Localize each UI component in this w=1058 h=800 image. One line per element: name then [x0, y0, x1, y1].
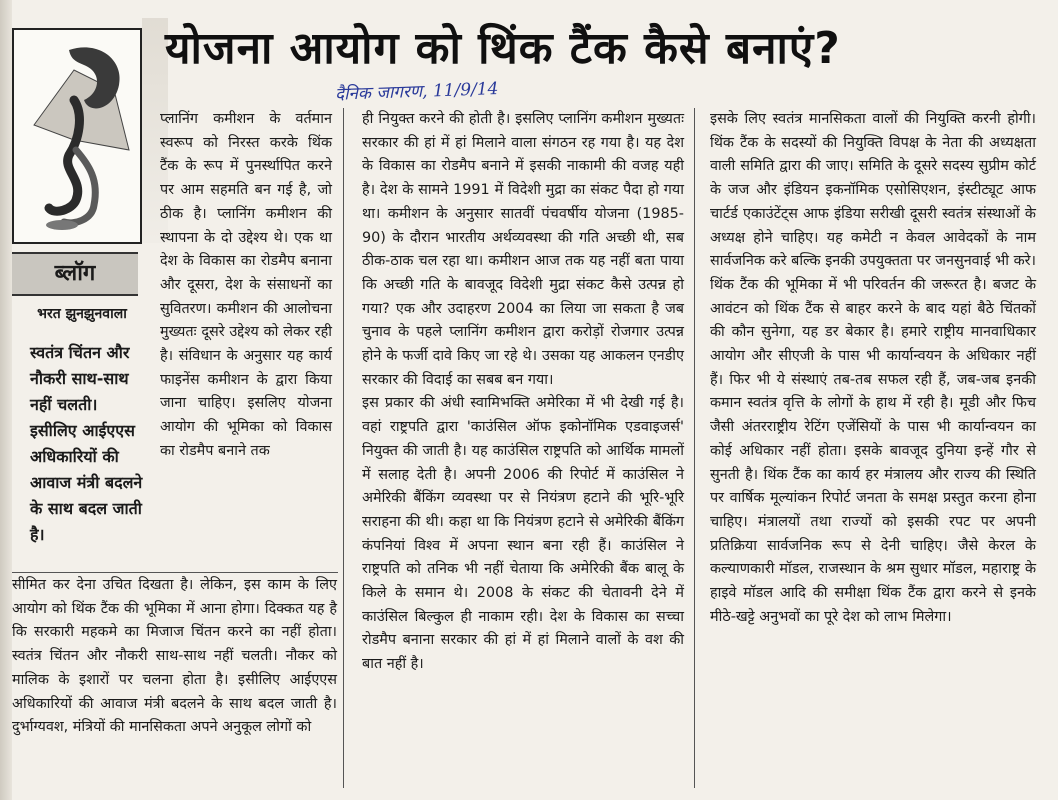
paragraph: इस प्रकार की अंधी स्वामिभक्ति अमेरिका में भी देखी गई है। वहां राष्ट्रपति द्वारा 'काउंसिल ऑफ इकोनॉमिक एडवाइजर्स' नियुक्त की जाती है। यह काउंसिल राष्ट्रपति को आर्थिक मामलों में सलाह देती है। अपनी 2006 की रिपोर्ट में काउंसिल ने अमेरिकी बैंकिंग व्यवस्था पर से नियंत्रण हटाने की भूरि-भूरि सराहना की थी। कहा था कि नियंत्रण हटाने से अमेरिकी बैंकिंग कंपनियां विश्व में अपना स्थान बना रही हैं। काउंसिल ने राष्ट्रपति को तनिक भी नहीं चेताया कि अमेरिकी बैंक बालू के किले के समान थे। 2008 के संकट की चेतावनी देने में काउंसिल बिल्कुल ही नाकाम रही। देश के विकास का सच्चा रोडमैप बनाना सरकार की हां में हां मिलाने वालों के वश की बात नहीं है।: [362, 395, 684, 673]
section-tag: ब्लॉग: [12, 252, 138, 296]
paragraph: इसके लिए स्वतंत्र मानसिकता वालों की नियुक्ति करनी होगी। थिंक टैंक के सदस्यों की नियुक्ति विपक्ष के नेता की अध्यक्षता वाली समिति द्वारा की जाए। समिति के दूसरे सदस्य सुप्रीम कोर्ट के जज और इंडियन इकनॉमिक एसोसिएशन, इंस्टीट्यूट आफ चार्टर्ड एकाउंटेंट्स आफ इंडिया सरीखी दूसरी स्वतंत्र संस्थाओं के अध्यक्ष होने चाहिए। यह कमेटी न केवल आवेदकों के नाम सार्वजनिक करे बल्कि इनकी उपयुक्तता पर जनसुनवाई भी करे। थिंक टैंक की भूमिका में भी परिवर्तन की जरूरत है। बजट के आवंटन को थिंक टैंक से बाहर करने के बाद यहां बैठे चिंतकों की कौन सुनेगा, यह डर बेकार है। हमारे राष्ट्रीय मानवाधिकार आयोग और सीएजी के पास भी कार्यान्वयन के अधिकार नहीं हैं। फिर भी ये संस्थाएं तब-तब सफल रही हैं, जब-जब इनकी कमान स्वतंत्र वृत्ति के लोगों के हाथ में रही है। मूडी और फिच जैसी अंतरराष्ट्रीय रेटिंग एजेंसियों के पास भी कार्यान्वयन का कोई अधिकार नहीं होता। इसके बावजूद दुनिया इन्हें गौर से सुनती है। थिंक टैंक का कार्य हर मंत्रालय और राज्य की स्थिति पर वार्षिक मूल्यांकन रिपोर्ट जनता के समक्ष प्रस्तुत करना होना चाहिए। मंत्रालयों तथा राज्यों को इसकी रपट पर अपनी प्रतिक्रिया सार्वजनिक रूप से देनी चाहिए। जैसे केरल के कल्याणकारी मॉडल, राजस्थान के श्रम सुधार मॉडल, महाराष्ट्र के हाइवे मॉडल आदि की समीक्षा थिंक टैंक द्वारा करने से इनके मीठे-खट्टे अनुभवों का पूरे देश को लाभ मिलेगा।: [710, 111, 1036, 625]
column-1-top: [160, 108, 332, 464]
clipping-edge: [0, 0, 12, 800]
thinker-sculpture-icon: [14, 30, 140, 242]
paragraph: ही नियुक्त करने की होती है। इसलिए प्लानिंग कमीशन मुख्यतः सरकार की हां में हां मिलाने वाला संगठन रह गया है। यह देश के विकास का रोडमैप बनाने में इसकी नाकामी की वजह यही है। देश के सामने 1991 में विदेशी मुद्रा का संकट पैदा हो गया था। कमीशन के अनुसार सातवीं पंचवर्षीय योजना (1985-90) के दौरान भारतीय अर्थव्यवस्था की गति अच्छी थी, सब ठीक-ठाक चल रहा था। कमीशन आज तक यह नहीं बता पाया कि अच्छी गति के बावजूद विदेशी मुद्रा संकट कैसे उत्पन्न हो गया? एक और उदाहरण 2004 का लिया जा सकता है जब चुनाव के पहले प्लानिंग कमीशन द्वारा करोड़ों रोजगार उत्पन्न होने के फर्जी दावे किए जा रहे थे। उसका यह आकलन एनडीए सरकार की विदाई का सबब बन गया।: [362, 111, 684, 388]
paragraph: प्लानिंग कमीशन के वर्तमान स्वरूप को निरस्त करके थिंक टैंक के रूप में पुनर्स्थापित करने पर आम सहमति बन गई है, जो ठीक है। प्लानिंग कमीशन की स्थापना के दो उद्देश्य थे। एक था देश के विकास का रोडमैप बनाना और दूसरा, देश के संसाधनों का सुवितरण। कमीशन की आलोचना मुख्यतः दूसरे उद्देश्य को लेकर रही है। संविधान के अनुसार यह कार्य फाइनेंस कमीशन के द्वारा किया जाना चाहिए। इसलिए योजना आयोग की भूमिका को विकास का रोडमैप बनाने तक: [160, 111, 332, 459]
column-divider: [343, 108, 344, 788]
column-illustration: [12, 28, 142, 244]
column-1-bottom: [12, 574, 337, 740]
column-3: [710, 108, 1036, 629]
article-headline: योजना आयोग को थिंक टैंक कैसे बनाएं?: [165, 23, 841, 74]
column-2: [362, 108, 684, 677]
paragraph: सीमित कर देना उचित दिखता है। लेकिन, इस काम के लिए आयोग को थिंक टैंक की भूमिका में आना होगा। दिक्कत यह है कि सरकारी महकमे का मिजाज चिंतन करने का नहीं होता। स्वतंत्र चिंतन और नौकरी साथ-साथ नहीं चलती। नौकर को मालिक के इशारों पर चलना होता है। इसीलिए आईएएस अधिकारियों की आवाज मंत्री बदलने के साथ बदल जाती है। दुर्भाग्यवश, मंत्रियों की मानसिकता अपने अनुकूल लोगों को: [12, 577, 337, 736]
section-divider: [12, 572, 338, 573]
handwritten-source-note: दैनिक जागरण, 11/9/14: [334, 79, 499, 105]
column-divider: [694, 108, 695, 788]
author-byline: भरत झुनझुनवाला: [37, 306, 127, 322]
pull-quote: स्वतंत्र चिंतन और नौकरी साथ-साथ नहीं चलती। इसीलिए आईएएस अधिकारियों की आवाज मंत्री बदलने के साथ बदल जाती है।: [30, 343, 143, 544]
